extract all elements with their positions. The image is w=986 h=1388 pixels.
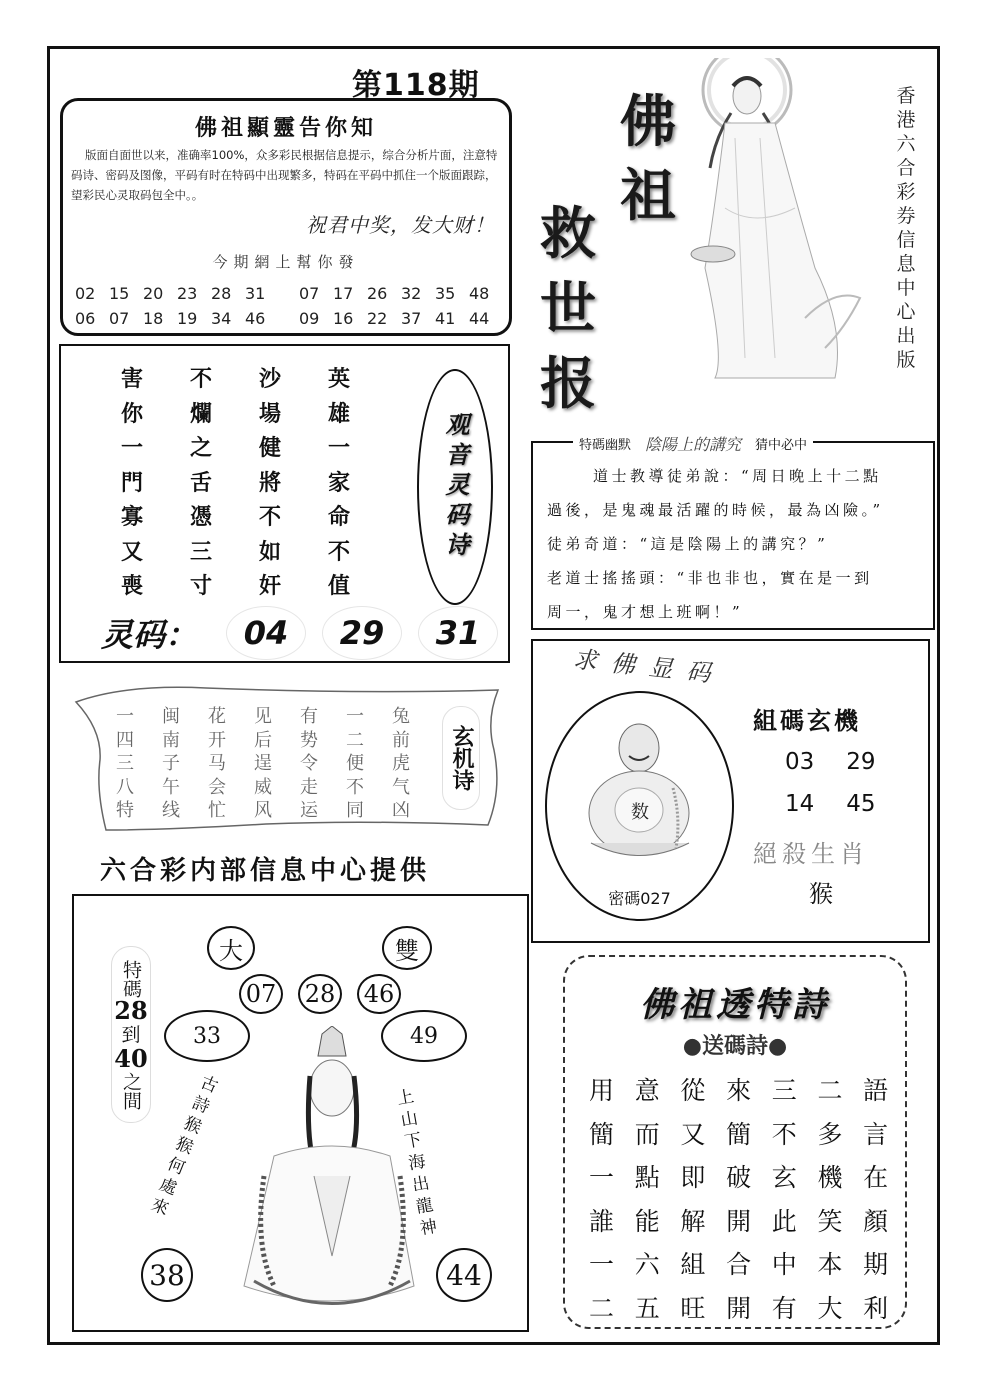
joke-header-title: 陰陽上的講究 — [645, 435, 742, 454]
scroll-poem — [66, 680, 506, 835]
poem-char: 走 — [300, 776, 318, 798]
joke-body — [547, 459, 921, 629]
poem-char: 如 — [259, 538, 282, 565]
issue-number: 第118期 — [352, 68, 480, 103]
poem-char: 機 — [817, 1163, 843, 1192]
poem-char: 一 — [589, 1163, 615, 1192]
masthead-char: 佛 — [620, 89, 676, 155]
transparent-special-poem-box — [563, 955, 907, 1329]
poem-char: 健 — [259, 435, 282, 461]
poem-char: 一 — [589, 1250, 615, 1279]
number-grid — [75, 281, 523, 331]
poem-char: 英 — [328, 366, 351, 392]
wish-text: 祝君中奖，发大财！ — [306, 213, 495, 237]
poem-char: 用 — [589, 1076, 615, 1105]
poem-char: 開 — [726, 1206, 752, 1236]
poem-char: 來 — [726, 1076, 752, 1105]
poem-char: 威 — [254, 776, 272, 798]
kill-zodiac-value: 猴 — [809, 880, 833, 908]
label-text: 玄机诗 — [449, 725, 474, 791]
poem-char: 寸 — [190, 573, 213, 599]
number: 35 — [435, 284, 456, 303]
joke-line: 過後，是鬼魂最活躍的時候，最為凶險。” — [547, 501, 884, 519]
poem-char: 場 — [259, 400, 282, 427]
poem-char: 不 — [259, 504, 282, 530]
poem-char: 玄 — [771, 1163, 797, 1192]
number-row — [75, 306, 523, 331]
number-row — [75, 281, 523, 306]
label-text: 观音灵码诗 — [441, 412, 469, 562]
poem-char: 特 — [116, 800, 134, 821]
number: 02 — [75, 284, 96, 303]
poem-char: 又 — [121, 538, 144, 565]
number: 28 — [211, 284, 232, 303]
poem-char: 此 — [771, 1206, 797, 1236]
poem-char: 合 — [726, 1250, 752, 1279]
number-circle: 07 — [239, 974, 283, 1014]
poem-char: 憑 — [190, 504, 213, 530]
poem-char: 气 — [392, 776, 410, 798]
poem-char: 二 — [817, 1076, 843, 1105]
poem-char: 點 — [634, 1163, 660, 1192]
poem-char: 令 — [300, 753, 318, 774]
poem-char: 不 — [771, 1119, 797, 1149]
poem-char: 能 — [634, 1206, 660, 1236]
lingma-code: 04 — [226, 606, 306, 660]
poem-char: 八 — [116, 776, 134, 798]
poem-char: 喪 — [121, 573, 144, 599]
poem-char: 語 — [863, 1076, 889, 1105]
announcement-subtitle: 今期網上幫你發 — [212, 253, 360, 271]
poem-char: 三 — [116, 753, 134, 774]
number: 18 — [143, 309, 164, 328]
poem-char: 奸 — [259, 573, 282, 599]
poem-char: 本 — [817, 1250, 843, 1279]
poem-char: 开 — [208, 729, 226, 751]
number: 46 — [245, 309, 266, 328]
svg-text:数: 数 — [631, 802, 649, 823]
poem-char: 大 — [817, 1293, 843, 1323]
joke-line: 徒弟奇道：“這是陰陽上的講究？” — [547, 535, 829, 553]
poem-char: 线 — [162, 800, 180, 821]
number: 32 — [401, 284, 422, 303]
poem-char: 簡 — [726, 1119, 752, 1149]
poem-char: 同 — [346, 800, 364, 821]
poem-char: 即 — [680, 1163, 706, 1192]
lingma-code: 31 — [418, 606, 498, 660]
poem-char: 又 — [680, 1119, 706, 1149]
lingma-code: 29 — [322, 606, 402, 660]
guanyin-poem-box — [59, 344, 510, 663]
number: 06 — [75, 309, 96, 328]
poem-grid — [589, 1071, 909, 1332]
poem-char: 运 — [300, 800, 318, 821]
poem-char: 破 — [726, 1163, 752, 1192]
buddha-box — [531, 639, 930, 943]
tema-label-bottom: 之間 — [120, 1071, 142, 1110]
poem-char: 不 — [190, 366, 213, 392]
guanyin-standing-illustration — [685, 58, 875, 388]
lingma-row — [101, 606, 506, 660]
poem-char: 子 — [162, 753, 180, 774]
left-verse: 古詩猴猴何處來 — [148, 1072, 221, 1220]
number: 07 — [109, 309, 130, 328]
poem-char: 四 — [116, 729, 134, 751]
poem-char: 家 — [328, 469, 351, 496]
poem-char: 前 — [392, 729, 410, 751]
joke-line: 周一，鬼才想上班啊！” — [547, 603, 744, 621]
masthead-char: 报 — [540, 351, 596, 417]
number: 15 — [109, 284, 130, 303]
joke-line: 道士教導徒弟說：“周日晚上十二點 — [593, 467, 882, 485]
poem-char: 忙 — [208, 800, 226, 821]
joke-header-left: 特碼幽默 — [579, 438, 632, 453]
buddha-arch-title: 求佛显码 — [571, 645, 726, 689]
poem-char: 而 — [634, 1119, 660, 1149]
poem-char: 之 — [190, 435, 213, 461]
poem-char: 有 — [771, 1293, 797, 1323]
special-code-box — [72, 894, 529, 1332]
poem-char: 旺 — [680, 1293, 706, 1323]
poem-char: 中 — [771, 1250, 797, 1279]
poem-char: 南 — [162, 729, 180, 751]
special-code-range — [111, 946, 151, 1123]
joke-header-right: 猜中必中 — [755, 438, 808, 453]
badge-double: 雙 — [382, 926, 432, 970]
buddha-oval — [545, 691, 734, 921]
poem-char: 值 — [328, 573, 351, 599]
poem-char: 花 — [208, 706, 226, 727]
publisher-vertical: 香港六合彩券信息中心出版 — [896, 85, 916, 371]
number: 16 — [333, 309, 354, 328]
poem-char: 风 — [254, 800, 272, 821]
poem-char: 凶 — [392, 800, 410, 821]
number: 48 — [469, 284, 490, 303]
masthead-char: 祖 — [620, 163, 676, 229]
poem-char: 在 — [863, 1163, 889, 1192]
poem-char: 開 — [726, 1293, 752, 1323]
poem-char: 虎 — [392, 753, 410, 774]
joke-box — [531, 435, 935, 630]
poem-char: 五 — [634, 1293, 660, 1323]
poem-char: 二 — [589, 1293, 615, 1323]
tema-from: 28 — [114, 995, 148, 1025]
poem-char: 逞 — [254, 753, 272, 774]
poem-char: 有 — [300, 706, 318, 727]
tema-to: 40 — [114, 1043, 148, 1073]
poem-char: 解 — [680, 1206, 706, 1236]
number: 37 — [401, 309, 422, 328]
number: 07 — [299, 284, 320, 303]
poem-char: 組 — [680, 1250, 706, 1279]
poem-char: 会 — [208, 776, 226, 798]
poem-char: 二 — [346, 729, 364, 751]
poem-char: 命 — [328, 504, 351, 530]
poem-char: 言 — [863, 1119, 889, 1149]
poem-char: 你 — [121, 400, 144, 427]
badge-big: 大 — [207, 926, 255, 970]
poem-char: 不 — [346, 776, 364, 798]
poem-char: 后 — [254, 729, 272, 751]
poem-char: 簡 — [589, 1119, 615, 1149]
poem-char: 不 — [328, 538, 351, 565]
number: 44 — [469, 309, 490, 328]
number: 09 — [299, 309, 320, 328]
number: 34 — [211, 309, 232, 328]
poem-title: 佛祖透特詩 — [640, 985, 830, 1025]
number-circle: 28 — [298, 974, 342, 1014]
poem-char: 利 — [863, 1293, 889, 1323]
poem-char: 便 — [346, 753, 364, 774]
poem-char: 寡 — [121, 504, 144, 530]
combo-numbers — [785, 741, 876, 825]
poem-char: 一 — [116, 706, 134, 727]
masthead-char: 世 — [540, 276, 596, 342]
poem-subtitle: ●送碼詩● — [682, 1033, 788, 1059]
number-oval: 49 — [381, 1010, 467, 1062]
poem-char: 势 — [300, 729, 318, 751]
announcement-title: 佛祖顯靈告你知 — [194, 115, 377, 141]
number-circle-large: 38 — [141, 1248, 193, 1302]
kill-zodiac-title: 絕殺生肖 — [753, 840, 869, 868]
provider-text: 六合彩内部信息中心提供 — [100, 856, 431, 886]
poem-char: 闽 — [162, 706, 180, 727]
poem-char: 多 — [817, 1119, 843, 1149]
poem-char: 三 — [771, 1076, 797, 1105]
number: 20 — [143, 284, 164, 303]
poem-char: 舌 — [190, 469, 213, 496]
poem-char: 马 — [208, 753, 226, 774]
right-verse: 上山下海出龍神 — [395, 1086, 439, 1240]
laughing-buddha-illustration — [581, 718, 701, 868]
number: 26 — [367, 284, 388, 303]
secret-code: 密碼027 — [608, 889, 671, 908]
poem-char: 六 — [634, 1250, 660, 1279]
number: 41 — [435, 309, 456, 328]
number: 22 — [367, 309, 388, 328]
poem-char: 沙 — [259, 366, 282, 392]
poem-char: 见 — [254, 706, 272, 727]
scroll-grid — [116, 702, 438, 820]
lingma-label: 灵码： — [101, 616, 198, 654]
combo-number: 29 — [846, 749, 876, 775]
joke-line: 老道士搖搖頭：“非也非也，實在是一到 — [547, 569, 873, 587]
poem-char: 期 — [863, 1250, 889, 1279]
poem-char: 意 — [634, 1076, 660, 1105]
number-circle-large: 44 — [436, 1248, 492, 1302]
announcement-box — [60, 98, 512, 336]
number: 23 — [177, 284, 198, 303]
poem-char: 將 — [259, 469, 282, 496]
scroll-poem-label — [442, 706, 480, 810]
tema-to-label: 到 — [121, 1023, 141, 1046]
number-circle: 46 — [357, 974, 401, 1014]
poem-char: 午 — [162, 776, 180, 798]
poem-char: 誰 — [589, 1206, 615, 1236]
guanyin-poem-label — [417, 369, 493, 605]
number-oval: 33 — [164, 1010, 250, 1062]
poem-grid — [119, 362, 395, 604]
poem-char: 兔 — [392, 706, 410, 727]
poem-char: 雄 — [328, 400, 351, 427]
number: 31 — [245, 284, 266, 303]
poem-char: 一 — [121, 435, 144, 461]
number: 17 — [333, 284, 354, 303]
joke-header — [573, 432, 813, 455]
poem-char: 從 — [680, 1076, 706, 1105]
combo-number: 03 — [785, 749, 815, 775]
poem-char: 害 — [121, 366, 144, 392]
combo-title: 組碼玄機 — [753, 706, 861, 735]
masthead-char: 救 — [540, 201, 596, 267]
poem-char: 一 — [328, 435, 351, 461]
poem-char: 三 — [190, 538, 213, 565]
poem-char: 顏 — [863, 1206, 889, 1236]
announcement-description: 版面自面世以来，准确率100%，众多彩民根据信息提示，综合分析片面，注意特码诗、密码及图像，平码有时在特码中出现繁多，特码在平码中抓住一个版面跟踪，望彩民心灵取码包全中。。 — [71, 148, 498, 202]
poem-char: 笑 — [817, 1206, 843, 1236]
poem-char: 門 — [121, 469, 144, 496]
number: 19 — [177, 309, 198, 328]
combo-number: 45 — [846, 791, 876, 817]
combo-number: 14 — [785, 791, 815, 817]
tema-label-top: 特碼 — [120, 959, 142, 998]
poem-char: 一 — [346, 706, 364, 727]
poem-char: 爛 — [190, 400, 213, 427]
